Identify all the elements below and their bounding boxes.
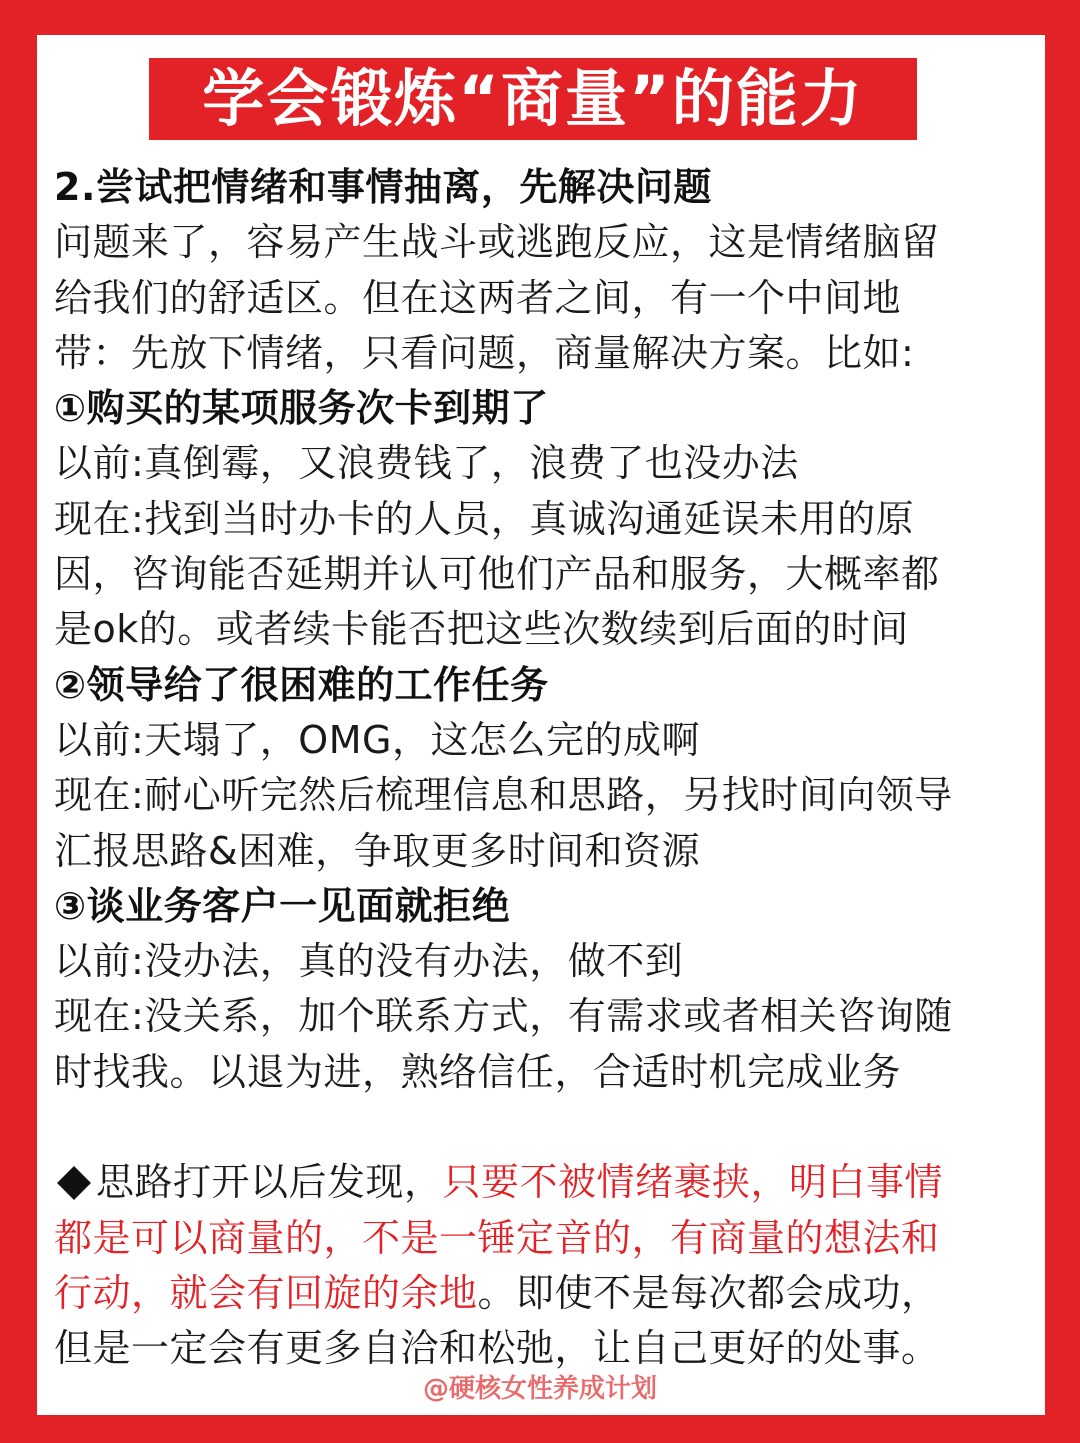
conclusion-highlight: 行动，就会有回旋的余地 [54,1270,478,1315]
article-body [54,160,1034,1377]
conclusion-highlight: 都是可以商量的，不是一锤定音的，有商量的想法和 [54,1215,940,1260]
example-line: 现在:没关系，加个联系方式，有需求或者相关咨询随 [54,994,953,1039]
conclusion-text: 。即使不是每次都会成功， [477,1270,940,1315]
page-title: 学会锻炼“商量”的能力 [149,58,917,140]
intro-line: 问题来了，容易产生战斗或逃跑反应，这是情绪脑留 [54,220,940,265]
blank-line [54,1100,1034,1155]
example-line: 以前:没办法，真的没有办法，做不到 [54,939,684,984]
example-title: ①购买的某项服务次卡到期了 [54,386,549,431]
example-title: ②领导给了很困难的工作任务 [54,662,549,707]
diamond-bullet-icon [57,1166,91,1200]
intro-line: 给我们的舒适区。但在这两者之间，有一个中间地 [54,275,902,320]
intro-line: 带：先放下情绪，只看问题，商量解决方案。比如: [54,330,915,375]
example-line: 以前:天塌了，OMG，这怎么完的成啊 [54,717,700,762]
example-line: 是ok的。或者续卡能否把这些次数续到后面的时间 [54,607,909,652]
example-line: 汇报思路&困难，争取更多时间和资源 [54,828,701,873]
conclusion-text: 思路打开以后发现， [96,1160,443,1205]
conclusion-line [54,1155,1034,1210]
example-line: 时找我。以退为进，熟络信任，合适时机完成业务 [54,1049,902,1094]
author-watermark: @硬核女性养成计划 [422,1374,657,1404]
example-line: 以前:真倒霉，又浪费钱了，浪费了也没办法 [54,441,799,486]
section-heading: 2.尝试把情绪和事情抽离，先解决问题 [54,165,712,209]
example-title: ③谈业务客户一见面就拒绝 [54,883,511,928]
conclusion-line [54,1266,1034,1321]
conclusion-highlight: 只要不被情绪裹挟，明白事情 [442,1160,944,1205]
conclusion-text: 但是一定会有更多自洽和松弛，让自己更好的处事。 [54,1326,940,1371]
example-line: 现在:找到当时办卡的人员，真诚沟通延误未用的原 [54,496,915,541]
example-line: 因，咨询能否延期并认可他们产品和服务，大概率都 [54,552,940,597]
example-line: 现在:耐心听完然后梳理信息和思路，另找时间向领导 [54,773,953,818]
